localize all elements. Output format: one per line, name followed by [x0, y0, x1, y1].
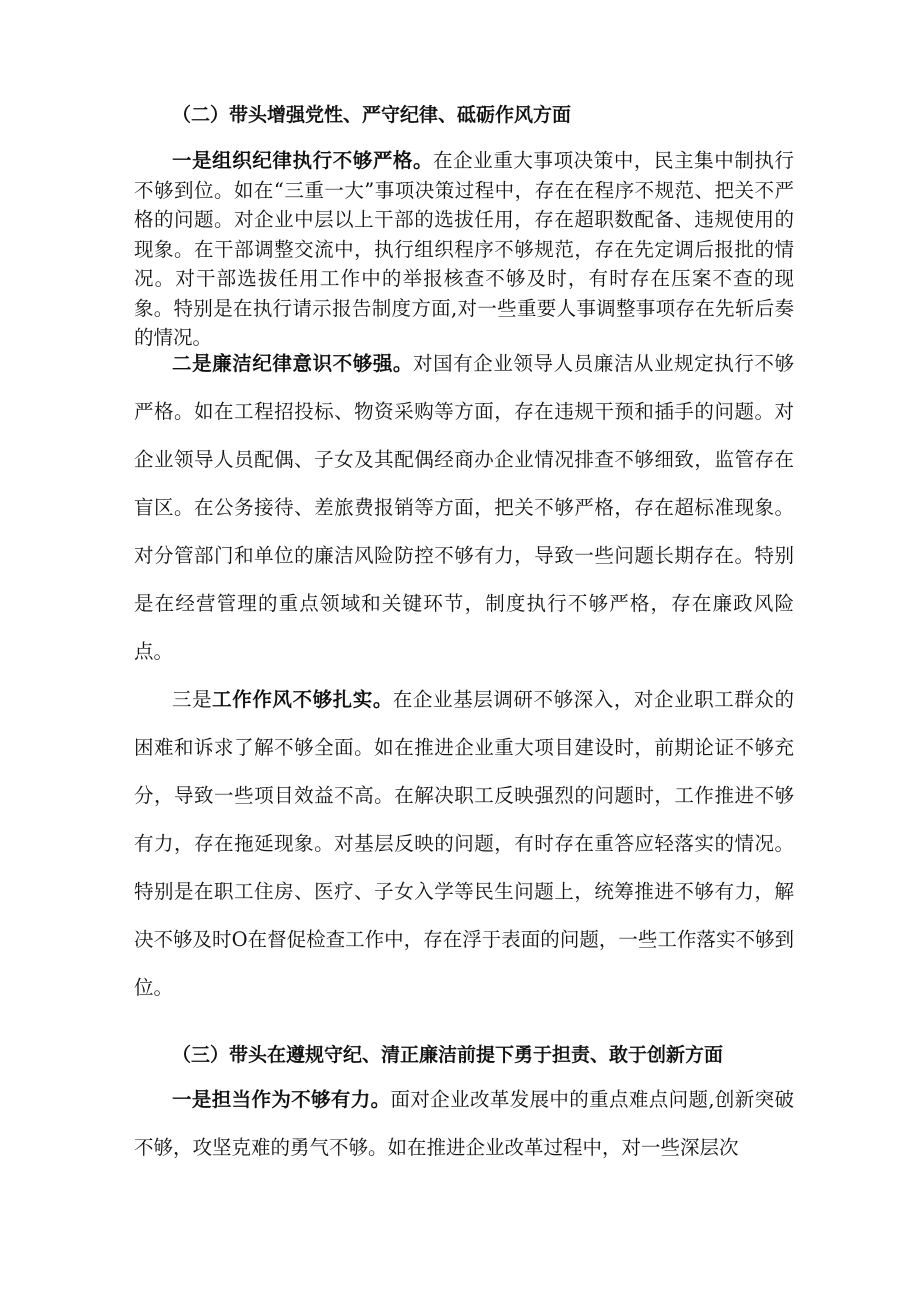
- section-heading-3: （三）带头在遵规守纪、清正廉洁前提下勇于担责、敢于创新方面: [172, 1044, 724, 1066]
- paragraph-lead-plain: 三是: [172, 688, 213, 711]
- paragraph-lead: 二是廉洁纪律意识不够强。: [172, 352, 413, 375]
- section-heading-2: （二）带头增强党性、严守纪律、砥砺作风方面: [172, 104, 572, 126]
- paragraph-responsibility: [134, 1076, 794, 1172]
- paragraph-work-style: [134, 676, 794, 1012]
- paragraph-body: 面对企业改革发展中的重点难点问题,创新突破不够，攻坚克难的勇气不够。如在推进企业改革过程中，对一些深层次: [134, 1088, 794, 1159]
- paragraph-body: 在企业重大事项决策中，民主集中制执行不够到位。如在“三重一大”事项决策过程中，存在在程序不规范、把关不严格的问题。对企业中层以上干部的选拔任用，存在超职数配备、违规使用的现象。在干部调整交流中，执行组织程序不够规范，存在先定调后报批的情况。对干部选拔任用工作中的举报核查不够及时，有时存在压案不查的现象。特别是在执行请示报告制度方面,对一些重要人事调整事项存在先斩后奏的情况。: [134, 149, 794, 349]
- paragraph-organizational-discipline: [134, 146, 794, 353]
- paragraph-lead: 一是组织纪律执行不够严格。: [172, 149, 434, 172]
- paragraph-integrity-discipline: [134, 340, 794, 676]
- paragraph-lead: 工作作风不够扎实。: [212, 688, 393, 711]
- paragraph-body: 在企业基层调研不够深入，对企业职工群众的困难和诉求了解不够全面。如在推进企业重大项目建设时，前期论证不够充分，导致一些项目效益不高。在解决职工反映强烈的问题时，工作推进不够有力，存在拖延现象。对基层反映的问题，有时存在重答应轻落实的情况。特别是在职工住房、医疗、子女入学等民生问题上，统筹推进不够有力，解决不够及时O在督促检查工作中，存在浮于表面的问题，一些工作落实不够到位。: [134, 688, 794, 999]
- paragraph-body: 对国有企业领导人员廉洁从业规定执行不够严格。如在工程招投标、物资采购等方面，存在违规干预和插手的问题。对企业领导人员配偶、子女及其配偶经商办企业情况排查不够细致，监管存在盲区。在公务接待、差旅费报销等方面，把关不够严格，存在超标准现象。对分管部门和单位的廉洁风险防控不够有力，导致一些问题长期存在。特别是在经营管理的重点领域和关键环节，制度执行不够严格，存在廉政风险点。: [134, 352, 794, 663]
- paragraph-lead: 一是担当作为不够有力。: [172, 1088, 391, 1111]
